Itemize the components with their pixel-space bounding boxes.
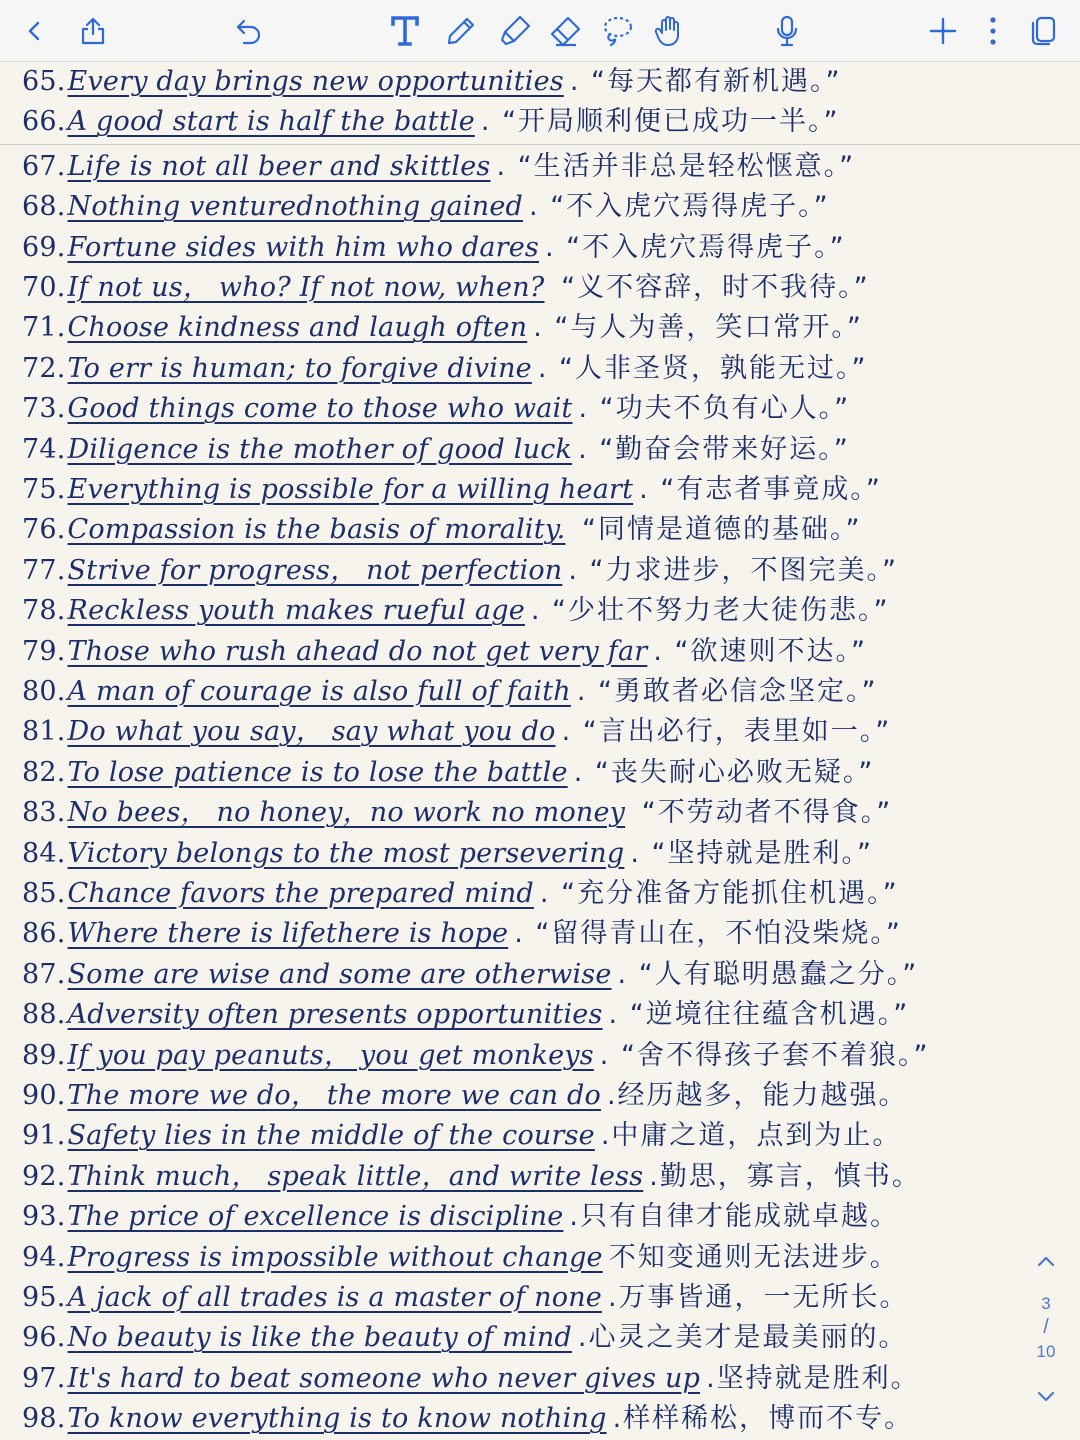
chinese-translation: “义不容辞，时不我待。” bbox=[550, 272, 870, 303]
notebook-page[interactable] bbox=[0, 62, 1080, 1440]
english-phrase: Some are wise and some are otherwise bbox=[67, 958, 612, 990]
pen-tool-icon[interactable] bbox=[438, 8, 484, 54]
english-phrase: Everything is possible for a willing heart bbox=[67, 474, 634, 505]
chinese-translation: .中庸之道，点到为止。 bbox=[600, 1120, 902, 1152]
line-number: 84. bbox=[22, 837, 66, 869]
note-line bbox=[22, 712, 891, 752]
line-number: 96. bbox=[22, 1322, 66, 1354]
page-up-chevron-icon[interactable] bbox=[1034, 1250, 1058, 1274]
line-number: 91. bbox=[22, 1120, 66, 1152]
note-line bbox=[22, 632, 867, 672]
chinese-translation: “同情是道德的基础。” bbox=[571, 514, 862, 546]
line-number: 80. bbox=[22, 676, 66, 707]
chinese-translation: . “功夫不负有心人。” bbox=[578, 393, 851, 425]
note-line bbox=[22, 551, 898, 591]
note-line bbox=[22, 955, 918, 995]
note-line bbox=[22, 1238, 899, 1278]
chinese-translation: . “不入虎穴焉得虎子。” bbox=[545, 231, 846, 263]
english-phrase: Fortune sides with him who dares bbox=[67, 231, 539, 263]
chinese-translation: . “言出必行，表里如一。” bbox=[561, 716, 892, 748]
english-phrase: Diligence is the mother of good luck bbox=[67, 433, 573, 465]
note-line bbox=[22, 389, 850, 429]
chinese-translation: .心灵之美才是最美丽的。 bbox=[577, 1322, 908, 1354]
line-number: 85. bbox=[22, 878, 66, 909]
english-phrase: To err is human; to forgive divine bbox=[67, 352, 532, 384]
line-number: 89. bbox=[22, 1039, 66, 1071]
note-line bbox=[22, 793, 892, 833]
note-line bbox=[22, 1036, 929, 1076]
line-number: 87. bbox=[22, 958, 66, 990]
english-phrase: Reckless youth makes rueful age bbox=[67, 595, 525, 627]
english-phrase: Good things come to those who wait bbox=[67, 393, 573, 425]
note-line bbox=[22, 995, 909, 1035]
note-line bbox=[22, 349, 868, 389]
microphone-icon[interactable] bbox=[764, 8, 810, 54]
english-phrase: No bees， no honey，no work no money bbox=[67, 797, 626, 829]
line-number: 78. bbox=[22, 595, 66, 627]
note-line bbox=[22, 510, 862, 550]
line-number: 68. bbox=[22, 191, 66, 223]
line-number: 95. bbox=[22, 1282, 66, 1313]
hand-tool-icon[interactable] bbox=[646, 8, 692, 54]
note-line bbox=[22, 187, 830, 227]
note-line bbox=[22, 914, 902, 954]
english-phrase: To lose patience is to lose the battle bbox=[67, 756, 568, 788]
line-number: 97. bbox=[22, 1362, 66, 1394]
chinese-translation: .坚持就是胜利。 bbox=[706, 1362, 920, 1394]
line-number: 77. bbox=[22, 554, 66, 586]
line-number: 76. bbox=[22, 514, 66, 546]
english-phrase: Every day brings new opportunities bbox=[67, 66, 564, 97]
note-line bbox=[22, 1076, 908, 1116]
line-number: 86. bbox=[22, 918, 66, 950]
line-number: 66. bbox=[22, 106, 66, 138]
add-icon[interactable] bbox=[920, 8, 966, 54]
chinese-translation: .样样稀松，博而不专。 bbox=[612, 1403, 914, 1435]
chinese-translation: . “人非圣贤，孰能无过。” bbox=[537, 352, 868, 384]
english-phrase: The more we do， the more we can do bbox=[67, 1080, 601, 1111]
pages-icon[interactable] bbox=[1020, 8, 1066, 54]
chinese-translation: . “生活并非总是轻松惬意。” bbox=[496, 150, 856, 182]
chinese-translation: . “丧失耐心必败无疑。” bbox=[573, 756, 875, 788]
line-number: 90. bbox=[22, 1080, 66, 1111]
note-line bbox=[22, 62, 841, 102]
note-line bbox=[22, 470, 882, 510]
english-phrase: Victory belongs to the most persevering bbox=[67, 837, 625, 869]
english-phrase: Do what you say， say what you do bbox=[67, 716, 556, 748]
line-number: 81. bbox=[22, 716, 66, 748]
note-line bbox=[22, 874, 899, 914]
chinese-translation: “不劳动者不得食。” bbox=[631, 797, 893, 829]
english-phrase: The price of excellence is discipline bbox=[67, 1201, 564, 1233]
english-phrase: Strive for progress， not perfection bbox=[67, 554, 563, 586]
page-indicator bbox=[1026, 1250, 1066, 1410]
note-line bbox=[22, 834, 873, 874]
note-line bbox=[22, 753, 874, 793]
line-number: 93. bbox=[22, 1201, 66, 1233]
line-number: 74. bbox=[22, 433, 66, 465]
chinese-translation: . “逆境往往蕴含机遇。” bbox=[608, 999, 910, 1031]
note-line bbox=[22, 102, 840, 142]
note-line bbox=[22, 1399, 913, 1439]
current-page-number: 3 bbox=[1041, 1294, 1051, 1313]
note-line bbox=[22, 1278, 909, 1318]
note-line bbox=[22, 1116, 901, 1156]
chinese-translation: . “开局顺利便已成功一半。” bbox=[480, 106, 840, 138]
note-line bbox=[22, 268, 870, 308]
english-phrase: Choose kindness and laugh often bbox=[67, 312, 528, 344]
back-chevron-icon[interactable] bbox=[12, 8, 58, 54]
line-number: 79. bbox=[22, 635, 66, 667]
page-divider bbox=[0, 144, 1080, 145]
line-number: 71. bbox=[22, 312, 66, 344]
english-phrase: A jack of all trades is a master of none bbox=[67, 1282, 602, 1313]
chinese-translation: . “坚持就是胜利。” bbox=[630, 837, 873, 869]
english-phrase: Those who rush ahead do not get very far bbox=[67, 635, 648, 667]
english-phrase: If not us， who? If not now, when? bbox=[67, 272, 545, 303]
undo-icon[interactable] bbox=[226, 8, 272, 54]
chinese-translation: . “人有聪明愚蠢之分。” bbox=[617, 958, 919, 990]
chinese-translation: .勤思，寡言，慎书。 bbox=[649, 1160, 921, 1192]
line-number: 73. bbox=[22, 393, 66, 425]
chinese-translation: . “充分准备方能抓住机遇。” bbox=[539, 878, 899, 909]
english-phrase: Nothing venturednothing gained bbox=[67, 191, 524, 223]
english-phrase: It's hard to beat someone who never gives up bbox=[67, 1362, 701, 1394]
line-number: 98. bbox=[22, 1403, 66, 1435]
english-phrase: Chance favors the prepared mind bbox=[67, 878, 534, 909]
chinese-translation: .经历越多，能力越强。 bbox=[606, 1080, 908, 1111]
note-line bbox=[22, 591, 890, 631]
line-number: 83. bbox=[22, 797, 66, 829]
english-phrase: Think much， speak little，and write less bbox=[67, 1160, 644, 1192]
chinese-translation: . “不入虎穴焉得虎子。” bbox=[529, 191, 830, 223]
chinese-translation: . “力求进步，不图完美。” bbox=[568, 554, 899, 586]
english-phrase: Where there is lifethere is hope bbox=[67, 918, 509, 950]
note-line bbox=[22, 1197, 899, 1237]
note-line bbox=[22, 1157, 921, 1197]
english-phrase: Progress is impossible without change bbox=[67, 1241, 603, 1273]
note-line bbox=[22, 1359, 920, 1399]
total-page-count: 10 bbox=[1036, 1342, 1056, 1361]
english-phrase: Adversity often presents opportunities bbox=[67, 999, 603, 1031]
chinese-translation: . “少壮不努力老大徒伤悲。” bbox=[530, 595, 890, 627]
note-line bbox=[22, 430, 850, 470]
chinese-translation: .只有自律才能成就卓越。 bbox=[569, 1201, 899, 1233]
english-phrase: A man of courage is also full of faith bbox=[67, 676, 571, 707]
top-toolbar bbox=[0, 0, 1080, 62]
line-number: 88. bbox=[22, 999, 66, 1031]
note-line bbox=[22, 228, 846, 268]
page-separator: / bbox=[1043, 1316, 1049, 1338]
chinese-translation: . “留得青山在，不怕没柴烧。” bbox=[514, 918, 902, 950]
line-number: 70. bbox=[22, 272, 66, 303]
line-number: 94. bbox=[22, 1241, 66, 1273]
note-line bbox=[22, 147, 855, 187]
line-number: 69. bbox=[22, 231, 66, 263]
chinese-translation: . “与人为善，笑口常开。” bbox=[533, 312, 863, 344]
text-tool-icon[interactable] bbox=[382, 8, 428, 54]
chinese-translation: . “勤奋会带来好运。” bbox=[578, 433, 850, 465]
english-phrase: To know everything is to know nothing bbox=[67, 1403, 607, 1435]
english-phrase: Compassion is the basis of morality. bbox=[67, 514, 566, 546]
english-phrase: Life is not all beer and skittles bbox=[67, 150, 491, 182]
highlighter-icon[interactable] bbox=[492, 8, 538, 54]
english-phrase: Safety lies in the middle of the course bbox=[67, 1120, 595, 1152]
chinese-translation: . “勇敢者必信念坚定。” bbox=[576, 676, 878, 707]
line-number: 92. bbox=[22, 1160, 66, 1192]
share-icon[interactable] bbox=[70, 8, 116, 54]
line-number: 82. bbox=[22, 756, 66, 788]
english-phrase: No beauty is like the beauty of mind bbox=[67, 1322, 572, 1354]
chinese-translation: . “欲速则不达。” bbox=[653, 635, 868, 667]
chinese-translation: . “有志者事竟成。” bbox=[639, 474, 882, 505]
line-number: 72. bbox=[22, 352, 66, 384]
chinese-translation: .万事皆通，一无所长。 bbox=[607, 1282, 909, 1313]
note-line bbox=[22, 672, 878, 712]
eraser-icon[interactable] bbox=[542, 8, 588, 54]
chinese-translation: . “舍不得孩子套不着狼。” bbox=[599, 1039, 930, 1071]
english-phrase: A good start is half the battle bbox=[67, 106, 475, 138]
chinese-translation: 不知变通则无法进步。 bbox=[608, 1241, 899, 1273]
line-number: 67. bbox=[22, 150, 66, 182]
more-icon[interactable] bbox=[970, 8, 1016, 54]
note-line bbox=[22, 308, 863, 348]
line-number: 75. bbox=[22, 474, 66, 505]
line-number: 65. bbox=[22, 66, 66, 97]
note-line bbox=[22, 1318, 907, 1358]
lasso-icon[interactable] bbox=[594, 8, 640, 54]
page-down-chevron-icon[interactable] bbox=[1034, 1384, 1058, 1408]
english-phrase: If you pay peanuts， you get monkeys bbox=[67, 1039, 594, 1071]
chinese-translation: . “每天都有新机遇。” bbox=[569, 66, 842, 97]
